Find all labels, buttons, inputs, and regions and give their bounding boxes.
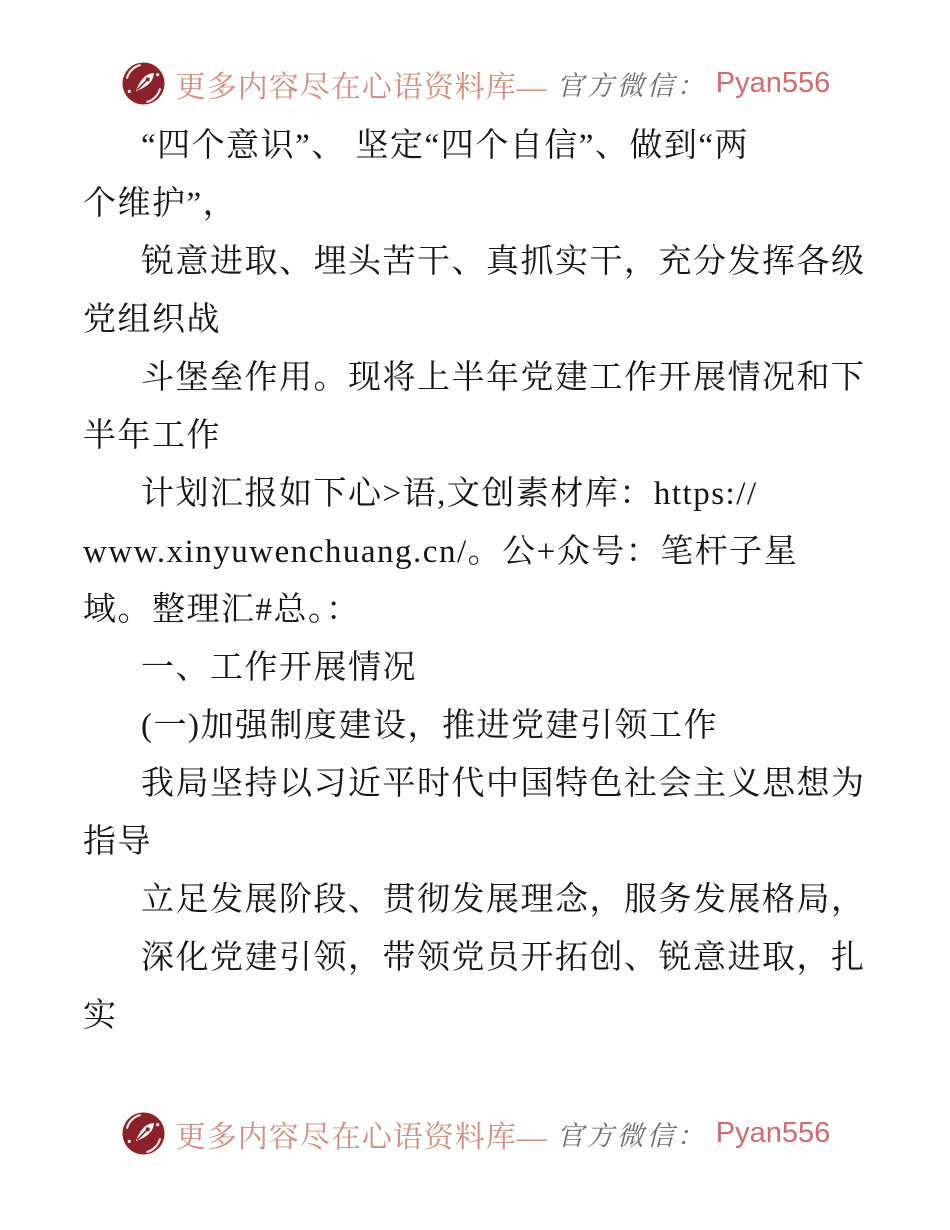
text-line: 计划汇报如下心>语,文创素材库：https://	[141, 476, 758, 512]
banner-brand-text: 更多内容尽在心语资料库—	[175, 70, 548, 104]
text-line: 深化党建引领，带领党员开拓创、锐意进取，扎	[141, 940, 866, 976]
banner-wechat-label: 官方微信：	[556, 71, 707, 101]
text-line: 一、工作开展情况	[141, 650, 417, 686]
banner-brand-text: 更多内容尽在心语资料库—	[175, 1120, 548, 1154]
footer-banner	[0, 1110, 950, 1157]
text-line: 指导	[83, 824, 152, 860]
pen-nib-logo-icon	[120, 60, 167, 107]
document-body	[83, 117, 873, 1045]
text-line: 锐意进取、埋头苦干、真抓实干，充分发挥各级	[141, 244, 866, 280]
text-line: 实	[83, 998, 118, 1034]
pen-nib-logo-icon	[120, 1110, 167, 1157]
text-line: www.xinyuwenchuang.cn/。公+众号：笔杆子星	[83, 534, 799, 570]
text-line: 个维护”，	[83, 186, 238, 222]
header-banner	[0, 60, 950, 107]
text-line: 半年工作	[83, 418, 221, 454]
text-line: 斗堡垒作用。现将上半年党建工作开展情况和下	[141, 360, 866, 396]
text-line: (一)加强制度建设，推进党建引领工作	[141, 708, 718, 744]
text-line: “四个意识”、 坚定“四个自信”、做到“两	[141, 128, 749, 164]
text-line: 党组织战	[83, 302, 221, 338]
banner-wechat-id: Pyan556	[715, 1117, 831, 1149]
text-line: 域。整理汇#总。：	[83, 592, 361, 628]
banner-wechat-label: 官方微信：	[556, 1121, 707, 1151]
banner-wechat-id: Pyan556	[715, 67, 831, 99]
text-line: 立足发展阶段、贯彻发展理念，服务发展格局，	[141, 882, 866, 918]
text-line: 我局坚持以习近平时代中国特色社会主义思想为	[141, 766, 866, 802]
